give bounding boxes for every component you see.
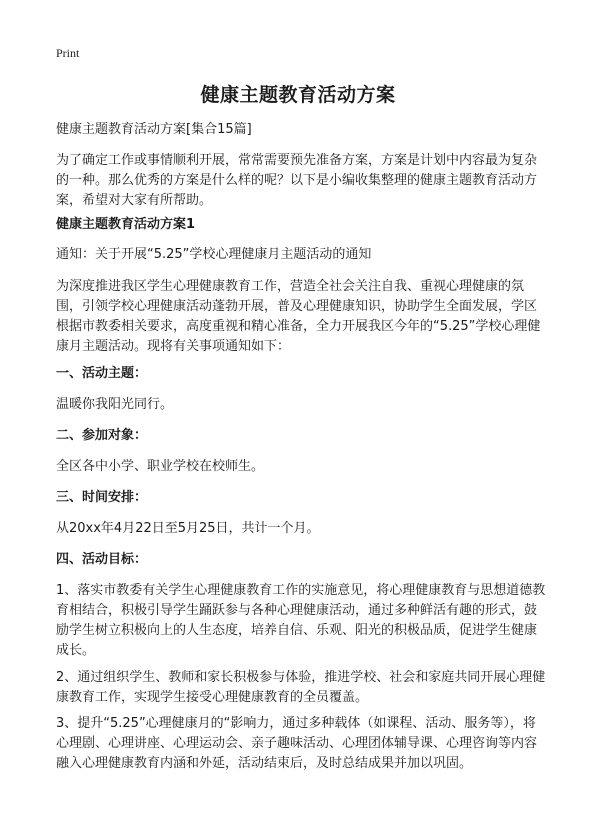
goal-item-2: 2、通过组织学生、教师和家长积极参与体验，推进学校、社会和家庭共同开展心理健康教育工作，实现学生接受心理健康教育的全员覆盖。 [56, 670, 546, 705]
time-text: 从20xx年4月22日至5月25日，共计一个月。 [56, 521, 320, 536]
heading-time: 三、时间安排： [56, 490, 148, 505]
participants-text: 全区各中小学、职业学校在校师生。 [56, 459, 265, 474]
subtitle: 健康主题教育活动方案[集合15篇] [56, 122, 252, 137]
intro-paragraph: 为了确定工作或事情顺利开展，常常需要预先准备方案，方案是计划中内容最为复杂的一种。那么优秀的方案是什么样的呢？以下是小编收集整理的健康主题教育活动方案，希望对大家有所帮助。 [56, 153, 538, 208]
goal-item-1: 1、落实市教委有关学生心理健康教育工作的实施意见，将心理健康教育与思想道德教育相结合，积极引导学生踊跃参与各种心理健康活动，通过多种鲜活有趣的形式，鼓励学生树立积极向上的人生态度，培养自信、乐观、阳光的积极品质，促进学生健康成长。 [56, 583, 546, 658]
theme-text: 温暖你我阳光同行。 [56, 397, 174, 412]
heading-participants: 二、参加对象： [56, 428, 148, 443]
section-heading: 健康主题教育活动方案1 [56, 217, 196, 232]
heading-theme: 一、活动主题： [56, 366, 148, 381]
notice-body: 为深度推进我区学生心理健康教育工作，营造全社会关注自我、重视心理健康的氛围，引领学校心理健康活动蓬勃开展，普及心理健康知识，协助学生全面发展，学区根据市教委相关要求，高度重视和精心准备，全力开展我区今年的“5.25”学校心理健康月主题活动。现将有关事项通知如下： [56, 279, 541, 354]
goal-item-3: 3、提升“5.25”心理健康月的“影响力，通过多种载体（如课程、活动、服务等），将心理剧、心理讲座、心理运动会、亲子趣味活动、心理团体辅导课、心理咨询等内容融入心理健康教育内涵和外延，活动结束后，及时总结成果并加以巩固。 [56, 716, 538, 771]
print-link[interactable]: Print [56, 46, 80, 60]
page-title: 健康主题教育活动方案 [200, 84, 396, 106]
heading-goals: 四、活动目标： [56, 552, 148, 567]
notice-line: 通知：关于开展“5.25”学校心理健康月主题活动的通知 [56, 247, 372, 262]
